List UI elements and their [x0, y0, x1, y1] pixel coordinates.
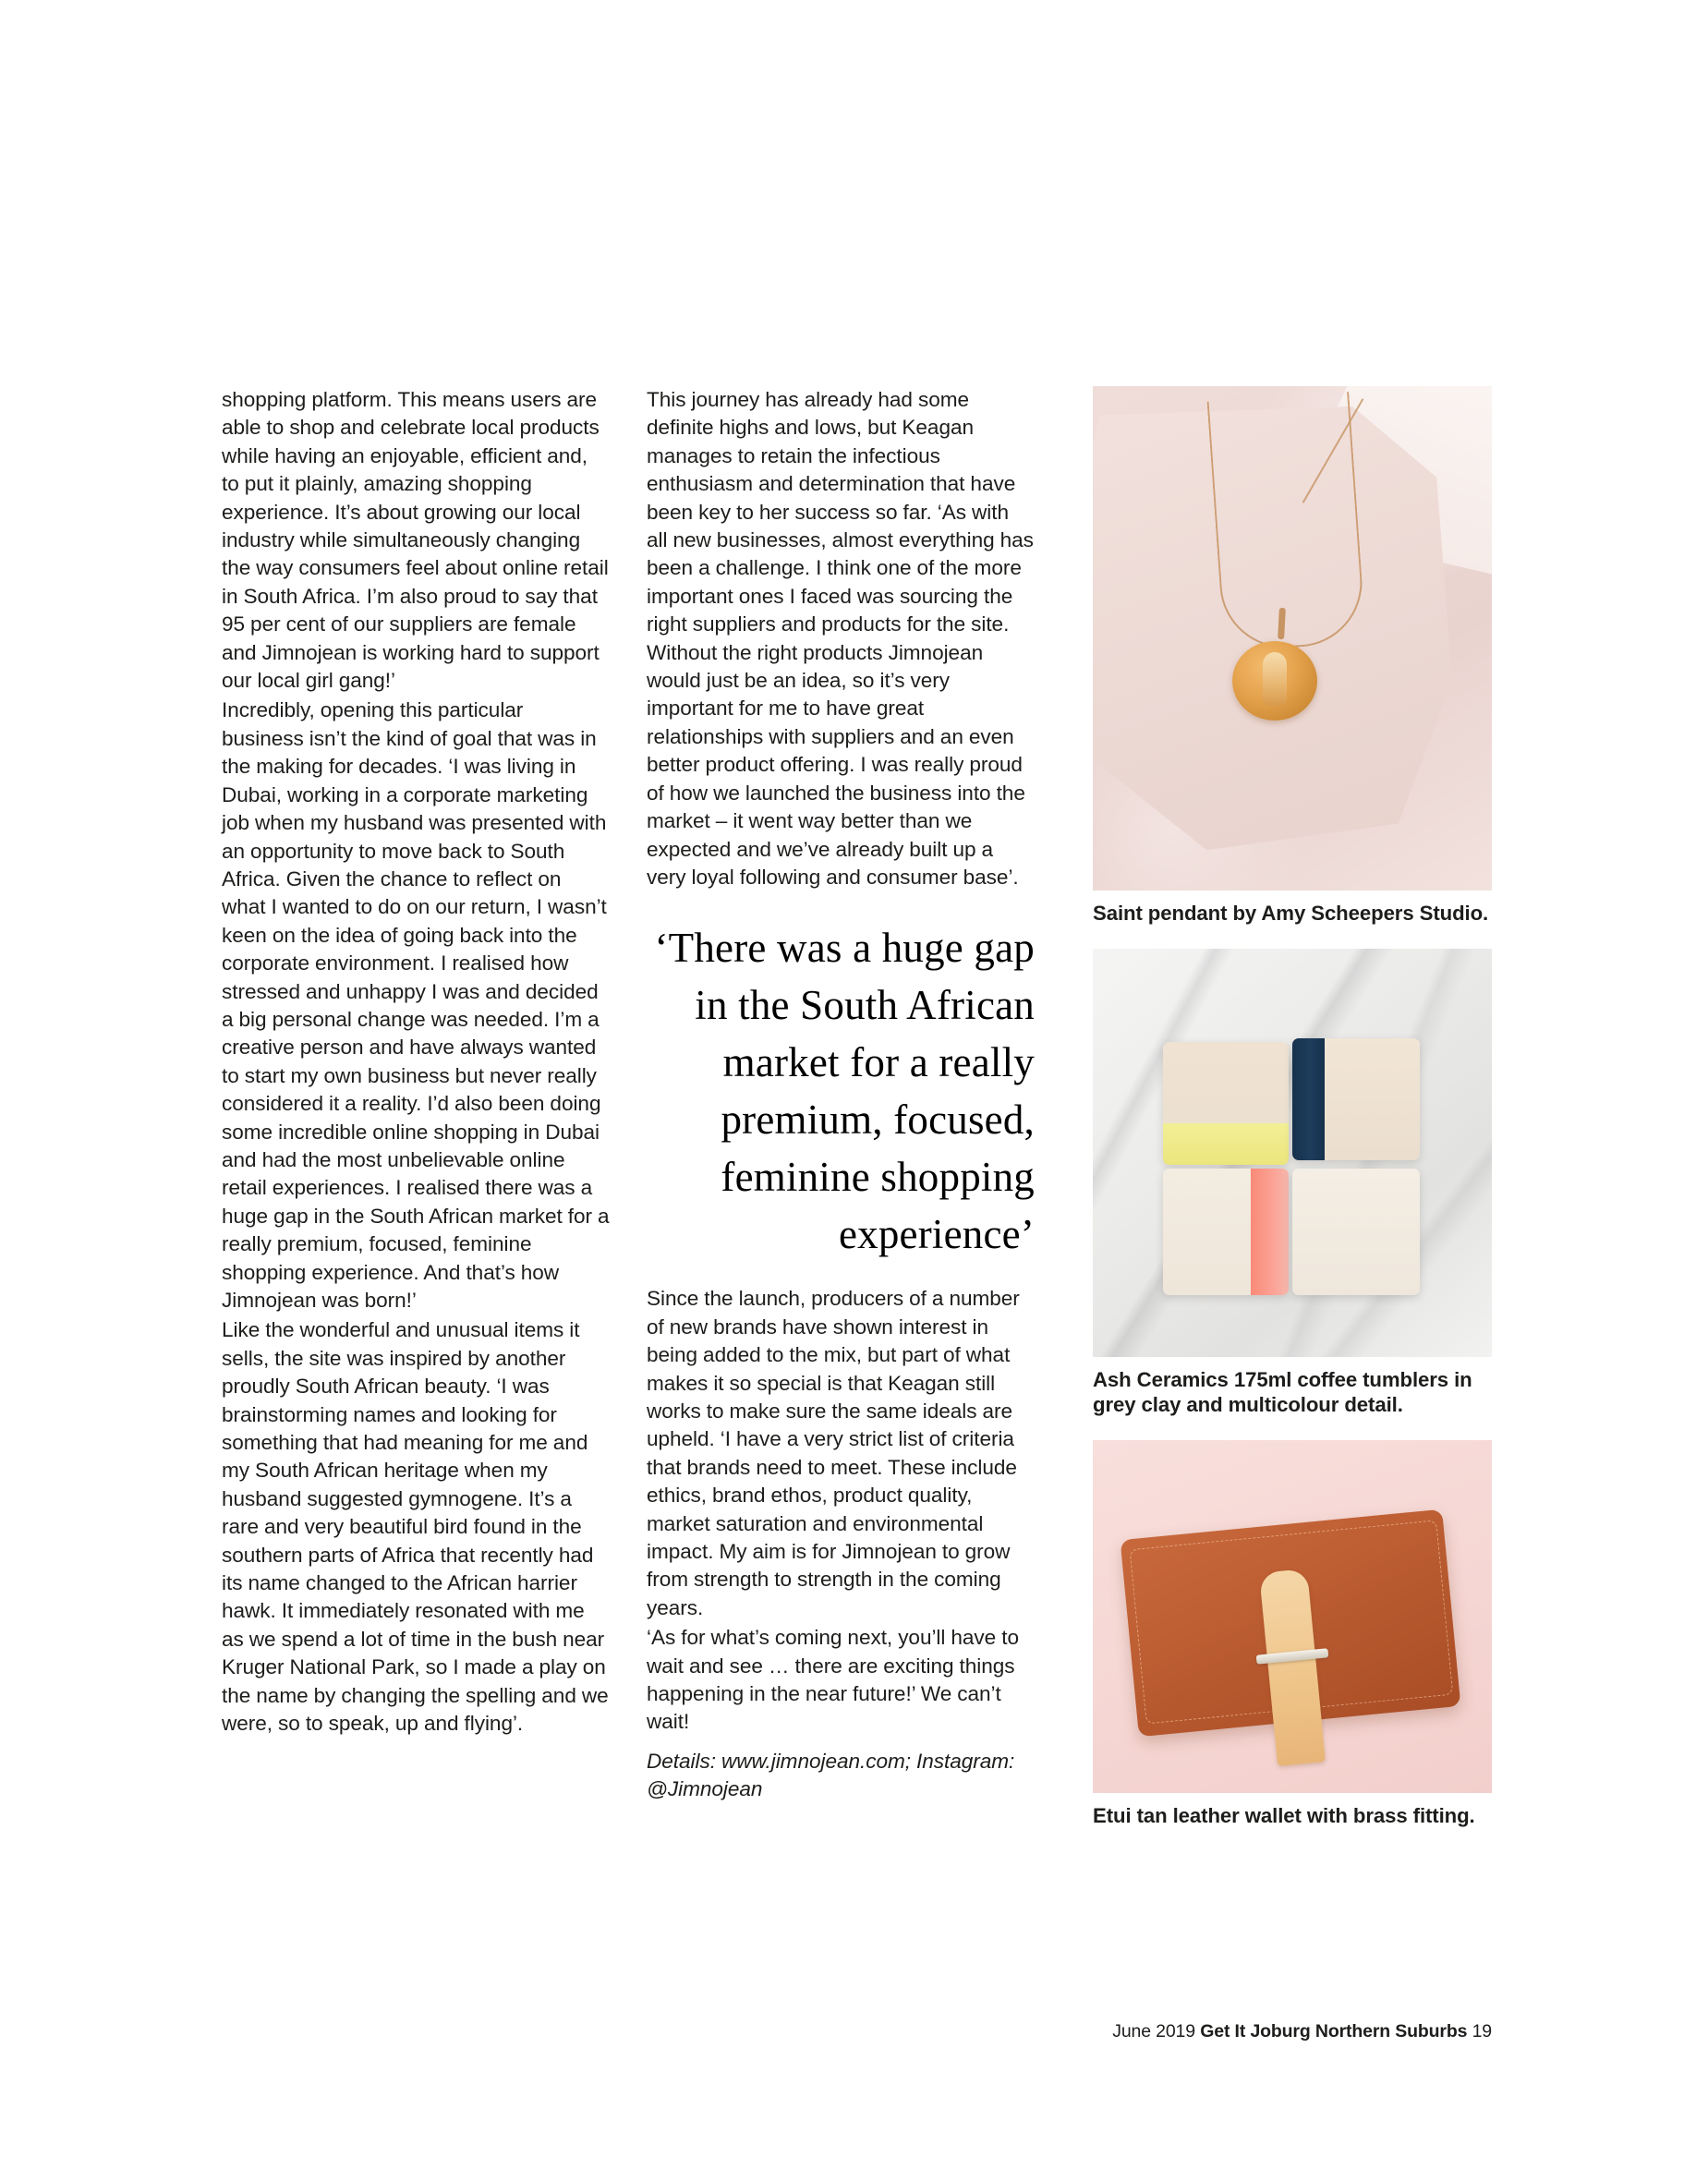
figure-etui-wallet — [1093, 1440, 1492, 1829]
photo-ash-ceramics — [1093, 949, 1492, 1357]
text-column-2 — [647, 386, 1035, 1804]
figure-saint-pendant — [1093, 386, 1492, 927]
page-footer — [0, 2021, 1492, 2042]
necklace-chain-icon — [1207, 392, 1367, 652]
footer-publication-title: Get It Joburg Northern Suburbs — [1200, 2021, 1468, 2042]
tumbler-plain — [1292, 1169, 1420, 1295]
photo-saint-pendant — [1093, 386, 1492, 891]
image-column — [1093, 386, 1492, 1850]
tumbler-coral-band — [1251, 1169, 1289, 1295]
footer-issue-date: June 2019 — [1112, 2021, 1201, 2042]
paragraph: ‘As for what’s coming next, you’ll have to wait and see … there are exciting things happening in the near future!’ We can’t wait! — [647, 1626, 1019, 1734]
photo-etui-wallet — [1093, 1440, 1492, 1793]
article-body-column-2-top — [647, 386, 1035, 891]
details-line: Details: www.jimnojean.com; Instagram: @Jimnojean — [647, 1749, 1015, 1801]
figure-ash-ceramics — [1093, 949, 1492, 1418]
paragraph: Like the wonderful and unusual items it sells, the site was inspired by another proudly South African beauty. ‘I was brainstorming names and looking for something that had meaning for me and my South African heritage when my husband suggested gymnogene. It’s a rare and very beautiful bird found in the southern parts of Africa that recently had its name changed to the African harrier hawk. It immediately resonated with me as we spend a lot of time in the bush near Kruger National Park, so I made a play on the name by changing the spelling and we were, so to speak, up and flying’. — [222, 1318, 609, 1736]
tumbler-coral — [1163, 1169, 1289, 1295]
paragraph: shopping platform. This means users are able to shop and celebrate local products while having an enjoyable, efficient and, to put it plainly, amazing shopping experience. It’s about growing our local industry while simultaneously changing the way consumers feel about online retail in South Africa. I’m also proud to say that 95 per cent of our suppliers are female and Jimnojean is working hard to support our local girl gang!’ — [222, 388, 609, 693]
gold-medallion — [1232, 641, 1317, 721]
tumbler-yellow — [1163, 1042, 1289, 1165]
tumbler-navy — [1292, 1038, 1420, 1161]
figure-caption: Saint pendant by Amy Scheepers Studio. — [1093, 902, 1489, 925]
article-body-column-2-bottom — [647, 1285, 1035, 1803]
paragraph: Incredibly, opening this particular business isn’t the kind of goal that was in the making for decades. ‘I was living in Dubai, working in a corporate marketing job when my husband was presented with an opportunity to move back to South Africa. Given the chance to reflect on what I wanted to do on our return, I wasn’t keen on the idea of going back into the corporate environment. I realised how stressed and unhappy I was and decided a big personal change was needed. I’m a creative person and have always wanted to start my own business but never really considered it a reality. I’d also been doing some incredible online shopping in Dubai and had the most unbelievable online retail experiences. I realised there was a huge gap in the South African market for a really premium, focused, feminine shopping experience. And that’s how Jimnojean was born!’ — [222, 698, 610, 1312]
figure-caption: Etui tan leather wallet with brass fitting. — [1093, 1803, 1475, 1827]
paragraph: Since the launch, producers of a number of new brands have shown interest in being added to the mix, but part of what makes it so special is that Keagan still works to make sure the same ideals are upheld. ‘I have a very strict list of criteria that brands need to meet. These include ethics, brand ethos, product quality, market saturation and environmental impact. My aim is for Jimnojean to grow from strength to strength in the coming years. — [647, 1287, 1020, 1619]
article-body-column-1 — [222, 386, 610, 1739]
text-column-1 — [222, 386, 610, 1739]
pull-quote: ‘There was a huge gap in the South African market for a really premium, focused, feminine shopping experience’ — [654, 925, 1035, 1258]
tumbler-yellow-band — [1163, 1123, 1289, 1165]
figure-caption: Ash Ceramics 175ml coffee tumblers in grey clay and multicolour detail. — [1093, 1367, 1472, 1416]
paragraph: This journey has already had some definite highs and lows, but Keagan manages to retain the infectious enthusiasm and determination that have been key to her success so far. ‘As with all new businesses, almost everything has been a challenge. I think one of the more important ones I faced was sourcing the right suppliers and products for the site. Without the right products Jimnojean would just be an idea, so it’s very important for me to have great relationships with suppliers and an even better product offering. I was really proud of how we launched the business into the market – it went way better than we expected and we’ve already built up a very loyal following and consumer base’. — [647, 388, 1034, 889]
footer-page-number: 19 — [1467, 2021, 1492, 2042]
tumbler-navy-band — [1292, 1038, 1325, 1161]
